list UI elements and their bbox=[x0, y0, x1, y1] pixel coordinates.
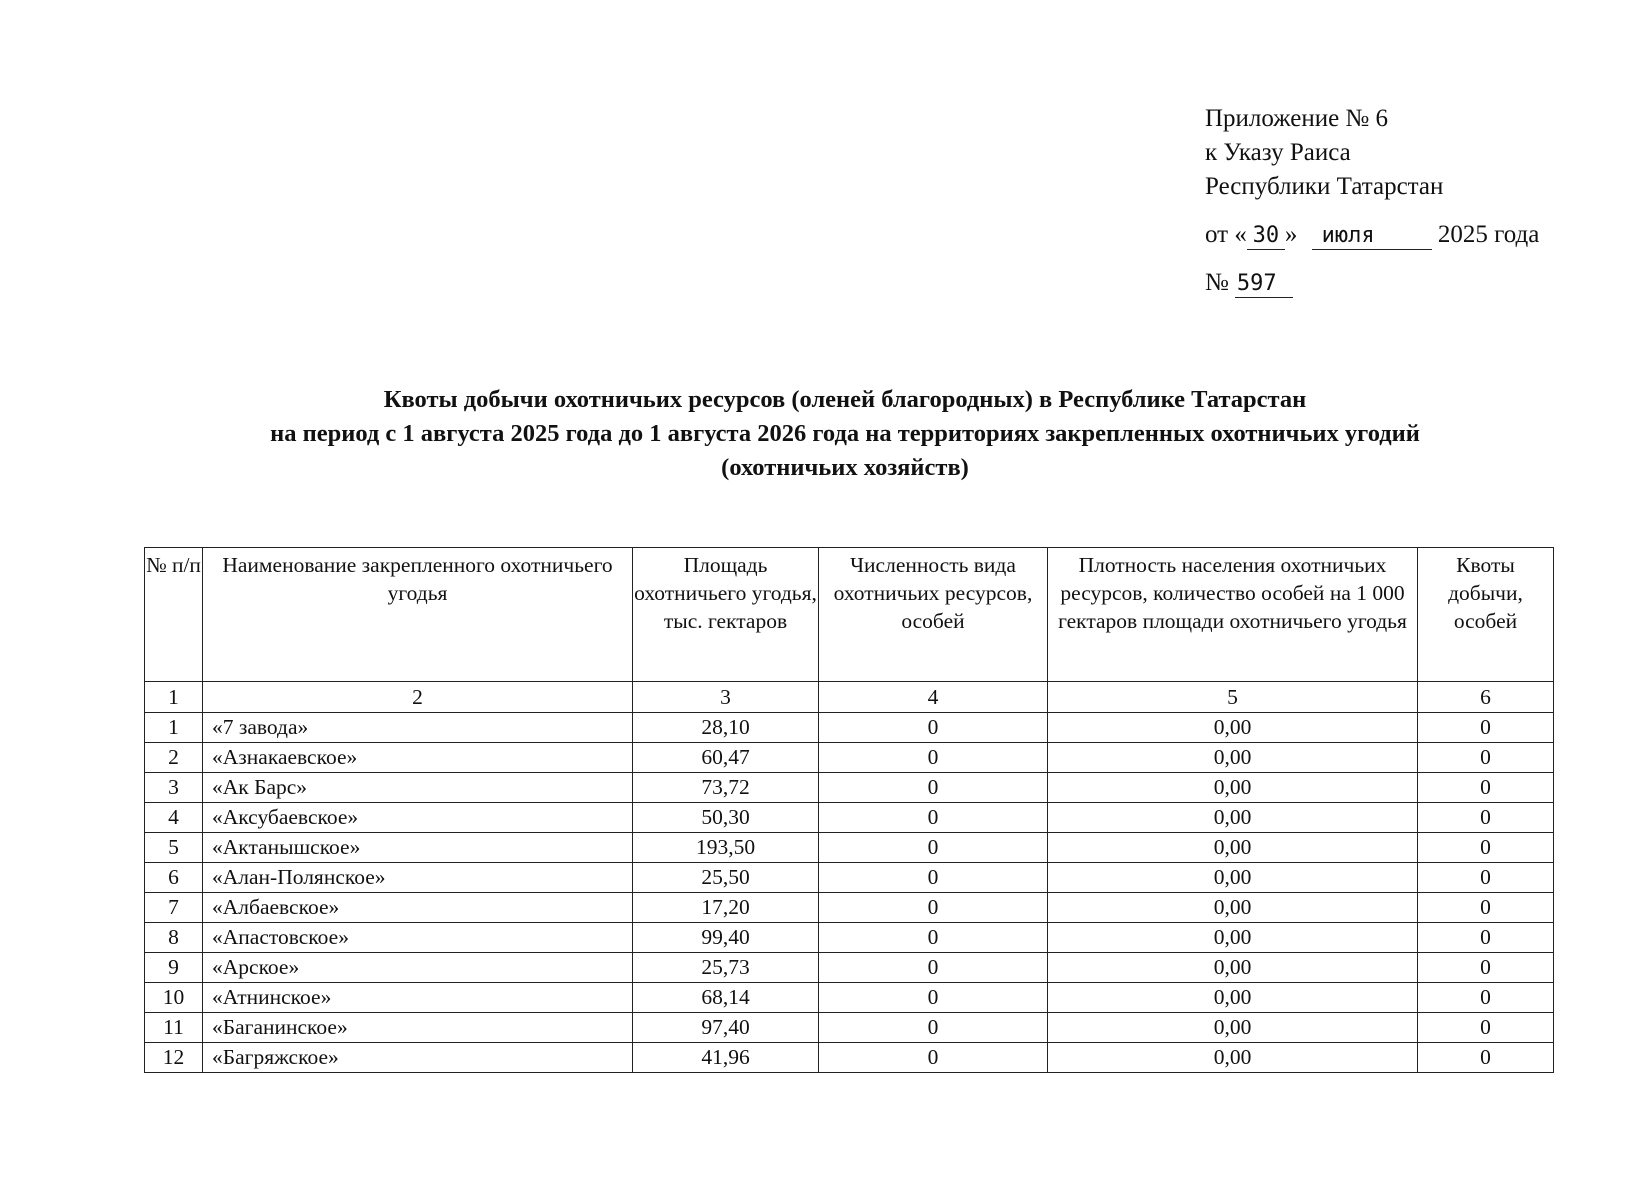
column-numbering-row bbox=[145, 682, 1554, 713]
cell-count: 0 bbox=[819, 1013, 1048, 1043]
cell-name: «Арское» bbox=[203, 953, 633, 983]
cell-quota: 0 bbox=[1418, 953, 1554, 983]
cell-count: 0 bbox=[819, 773, 1048, 803]
cell-number: 5 bbox=[145, 833, 203, 863]
cell-area: 97,40 bbox=[633, 1013, 819, 1043]
cell-density: 0,00 bbox=[1048, 863, 1418, 893]
title-line-2: на период с 1 августа 2025 года до 1 августа 2026 года на территориях закрепленных охотничьих угодий bbox=[270, 420, 1420, 447]
number-prefix: № bbox=[1205, 269, 1229, 296]
cell-number: 10 bbox=[145, 983, 203, 1013]
cell-quota: 0 bbox=[1418, 893, 1554, 923]
cell-number: 9 bbox=[145, 953, 203, 983]
title-line-1: Квоты добычи охотничьих ресурсов (оленей благородных) в Республике Татарстан bbox=[383, 386, 1307, 413]
table-row bbox=[145, 743, 1554, 773]
cell-density: 0,00 bbox=[1048, 953, 1418, 983]
cell-density: 0,00 bbox=[1048, 923, 1418, 953]
table-row bbox=[145, 713, 1554, 743]
date-month: июля bbox=[1312, 223, 1432, 250]
column-number: 3 bbox=[633, 682, 819, 713]
cell-count: 0 bbox=[819, 803, 1048, 833]
appendix-number bbox=[1205, 266, 1539, 300]
column-number: 2 bbox=[203, 682, 633, 713]
appendix-block bbox=[1205, 102, 1539, 300]
cell-name: «Баганинское» bbox=[203, 1013, 633, 1043]
cell-density: 0,00 bbox=[1048, 1043, 1418, 1073]
cell-name: «Азнакаевское» bbox=[203, 743, 633, 773]
table-row bbox=[145, 803, 1554, 833]
column-number: 5 bbox=[1048, 682, 1418, 713]
cell-count: 0 bbox=[819, 833, 1048, 863]
cell-name: «Багряжское» bbox=[203, 1043, 633, 1073]
column-number: 4 bbox=[819, 682, 1048, 713]
cell-density: 0,00 bbox=[1048, 803, 1418, 833]
cell-area: 25,50 bbox=[633, 863, 819, 893]
appendix-line-3: Республики Татарстан bbox=[1205, 173, 1444, 200]
column-number: 1 bbox=[145, 682, 203, 713]
cell-count: 0 bbox=[819, 953, 1048, 983]
cell-quota: 0 bbox=[1418, 773, 1554, 803]
header-name: Наименование закрепленного охотничьего угодья bbox=[203, 548, 633, 682]
cell-area: 68,14 bbox=[633, 983, 819, 1013]
cell-count: 0 bbox=[819, 1043, 1048, 1073]
cell-number: 2 bbox=[145, 743, 203, 773]
cell-count: 0 bbox=[819, 893, 1048, 923]
cell-number: 4 bbox=[145, 803, 203, 833]
table-row bbox=[145, 953, 1554, 983]
date-prefix: от « bbox=[1205, 221, 1247, 248]
appendix-date bbox=[1205, 218, 1539, 252]
cell-quota: 0 bbox=[1418, 1013, 1554, 1043]
title-line-3: (охотничьих хозяйств) bbox=[721, 454, 969, 481]
table-row bbox=[145, 1043, 1554, 1073]
cell-name: «Ак Барс» bbox=[203, 773, 633, 803]
number-value: 597 bbox=[1235, 271, 1293, 298]
quota-table bbox=[144, 547, 1554, 1073]
column-number: 6 bbox=[1418, 682, 1554, 713]
cell-quota: 0 bbox=[1418, 983, 1554, 1013]
table-row bbox=[145, 893, 1554, 923]
cell-area: 28,10 bbox=[633, 713, 819, 743]
cell-area: 73,72 bbox=[633, 773, 819, 803]
date-day: 30 bbox=[1247, 223, 1285, 250]
cell-name: «Атнинское» bbox=[203, 983, 633, 1013]
table-row bbox=[145, 773, 1554, 803]
cell-density: 0,00 bbox=[1048, 713, 1418, 743]
cell-number: 11 bbox=[145, 1013, 203, 1043]
date-year: 2025 года bbox=[1437, 221, 1540, 248]
cell-area: 41,96 bbox=[633, 1043, 819, 1073]
cell-density: 0,00 bbox=[1048, 1013, 1418, 1043]
cell-density: 0,00 bbox=[1048, 833, 1418, 863]
appendix-line-2: к Указу Раиса bbox=[1205, 139, 1351, 166]
cell-area: 99,40 bbox=[633, 923, 819, 953]
date-mid: » bbox=[1284, 221, 1298, 248]
cell-name: «Албаевское» bbox=[203, 893, 633, 923]
cell-quota: 0 bbox=[1418, 803, 1554, 833]
header-density: Плотность населения охотничьих ресурсов, количество особей на 1 000 гектаров площади охотничьего угодья bbox=[1048, 548, 1418, 682]
cell-quota: 0 bbox=[1418, 863, 1554, 893]
cell-name: «Актанышское» bbox=[203, 833, 633, 863]
cell-name: «Апастовское» bbox=[203, 923, 633, 953]
table-header-row bbox=[145, 548, 1554, 682]
cell-number: 6 bbox=[145, 863, 203, 893]
cell-name: «Алан-Полянское» bbox=[203, 863, 633, 893]
appendix-line-1: Приложение № 6 bbox=[1205, 105, 1389, 132]
cell-quota: 0 bbox=[1418, 923, 1554, 953]
cell-quota: 0 bbox=[1418, 713, 1554, 743]
cell-quota: 0 bbox=[1418, 833, 1554, 863]
cell-name: «Аксубаевское» bbox=[203, 803, 633, 833]
header-number: № п/п bbox=[145, 548, 203, 682]
cell-quota: 0 bbox=[1418, 743, 1554, 773]
header-area: Площадь охотничьего угодья, тыс. гектаров bbox=[633, 548, 819, 682]
cell-density: 0,00 bbox=[1048, 983, 1418, 1013]
table-row bbox=[145, 923, 1554, 953]
cell-area: 60,47 bbox=[633, 743, 819, 773]
cell-count: 0 bbox=[819, 743, 1048, 773]
cell-quota: 0 bbox=[1418, 1043, 1554, 1073]
table-row bbox=[145, 1013, 1554, 1043]
cell-density: 0,00 bbox=[1048, 893, 1418, 923]
cell-number: 1 bbox=[145, 713, 203, 743]
table-row bbox=[145, 863, 1554, 893]
cell-count: 0 bbox=[819, 713, 1048, 743]
cell-count: 0 bbox=[819, 923, 1048, 953]
table-row bbox=[145, 983, 1554, 1013]
cell-area: 25,73 bbox=[633, 953, 819, 983]
header-quota: Квоты добычи, особей bbox=[1418, 548, 1554, 682]
cell-count: 0 bbox=[819, 983, 1048, 1013]
cell-number: 8 bbox=[145, 923, 203, 953]
cell-number: 12 bbox=[145, 1043, 203, 1073]
cell-area: 50,30 bbox=[633, 803, 819, 833]
header-count: Численность вида охотничьих ресурсов, особей bbox=[819, 548, 1048, 682]
cell-area: 17,20 bbox=[633, 893, 819, 923]
document-title bbox=[160, 383, 1530, 485]
table-row bbox=[145, 833, 1554, 863]
cell-number: 7 bbox=[145, 893, 203, 923]
cell-area: 193,50 bbox=[633, 833, 819, 863]
cell-count: 0 bbox=[819, 863, 1048, 893]
cell-density: 0,00 bbox=[1048, 743, 1418, 773]
cell-number: 3 bbox=[145, 773, 203, 803]
cell-density: 0,00 bbox=[1048, 773, 1418, 803]
cell-name: «7 завода» bbox=[203, 713, 633, 743]
